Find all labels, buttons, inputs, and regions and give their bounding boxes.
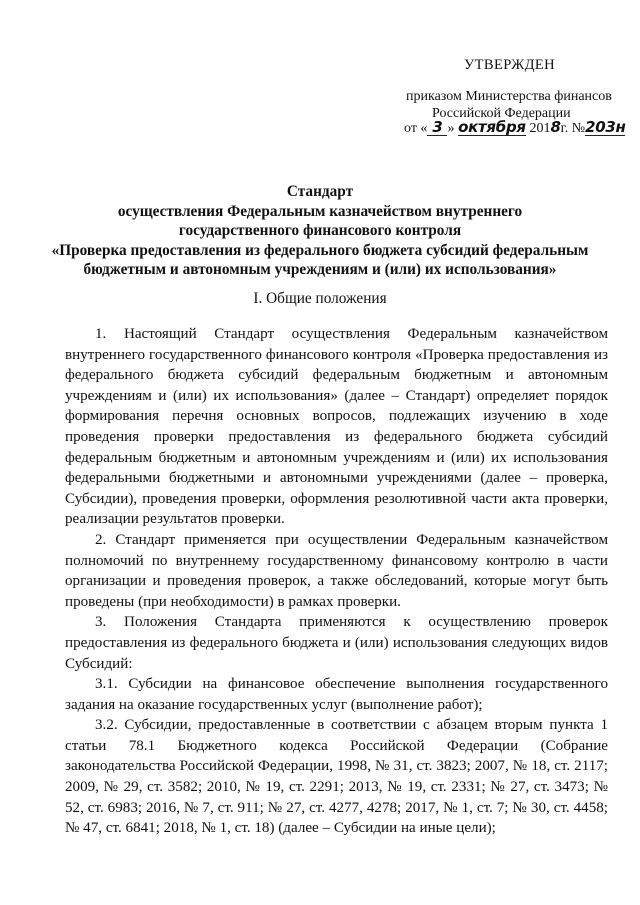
date-prefix: от « xyxy=(404,121,428,136)
paragraph-3: 3. Положения Стандарта применяются к осуществлению проверок предоставления из федерального бюджета и (или) использования следующих видов Субсидий: xyxy=(65,614,608,672)
title-line-4: «Проверка предоставления из федерального бюджета субсидий федеральным xyxy=(51,241,589,259)
document-title xyxy=(40,182,600,280)
paragraph-3-1: 3.1. Субсидии на финансовое обеспечение выполнения государственного задания на оказание государственных услуг (выполнение работ); xyxy=(65,676,608,713)
handwritten-day: 3 xyxy=(427,120,447,136)
approval-heading: УТВЕРЖДЕН xyxy=(464,57,556,73)
handwritten-month: октября xyxy=(458,118,526,136)
date-day-close: » xyxy=(447,121,455,136)
year-g: г. xyxy=(560,121,569,136)
title-line-1: Стандарт xyxy=(286,183,354,200)
title-line-2: осуществления Федеральным казначейством внутреннего xyxy=(117,202,523,220)
paragraph-1: 1. Настоящий Стандарт осуществления Федеральным казначейством внутреннего государственного финансового контроля «Проверка предоставления из федерального бюджета субсидий федеральным бюджетным и автономным учреждениям и (или) их использования» (далее – Стандарт) определяет порядок формирования перечня основных вопросов, подлежащих изучению в ходе проведения проверки предоставления из федерального бюджета субсидий федеральным бюджетным и автономным учреждениям и (или) их использования федеральными бюджетными и автономными учреждениями (далее – проверка, Субсидии), проведения проверки, оформления резолютивной части акта проверки, реализации результатов проверки. xyxy=(65,326,608,528)
paragraph-2: 2. Стандарт применяется при осуществлении Федеральным казначейством полномочий по внутреннему государственному финансовому контролю в части организации и проведения проверок, а также обследований, которые могут быть проведены (при необходимости) в рамках проверки. xyxy=(65,531,608,610)
section-heading: I. Общие положения xyxy=(253,290,387,307)
paragraph-3-2: 3.2. Субсидии, предоставленные в соответствии с абзацем вторым пункта 1 статьи 78.1 Бюджетного кодекса Российской Федерации (Собрание законодательства Российской Федерации, 1998, № 31, ст. 3823; 2007, № 18, ст. 2117; 2009, № 29, ст. 3582; 2010, № 19, ст. 2291; 2013, № 19, ст. 2331; № 27, ст. 3473; № 52, ст. 6983; 2016, № 7, ст. 911; № 27, ст. 4277, 4278; 2017, № 1, ст. 7; № 30, ст. 4458; № 47, ст. 6841; 2018, № 1, ст. 18) (далее – Субсидии на иные цели); xyxy=(65,717,608,837)
handwritten-year-digit: 8 xyxy=(550,118,561,136)
number-sign: № xyxy=(571,121,586,136)
title-line-5: бюджетным и автономным учреждениям и (или) их использования» xyxy=(83,261,557,279)
approval-ministry-line: Российской Федерации xyxy=(432,106,571,121)
body-text xyxy=(65,324,608,839)
year-prefix: 201 xyxy=(529,121,551,136)
approval-order-line: приказом Министерства финансов xyxy=(406,89,612,104)
title-line-3: государственного финансового контроля xyxy=(178,222,462,240)
handwritten-number: 203н xyxy=(585,118,626,136)
approval-date-line xyxy=(404,118,625,137)
